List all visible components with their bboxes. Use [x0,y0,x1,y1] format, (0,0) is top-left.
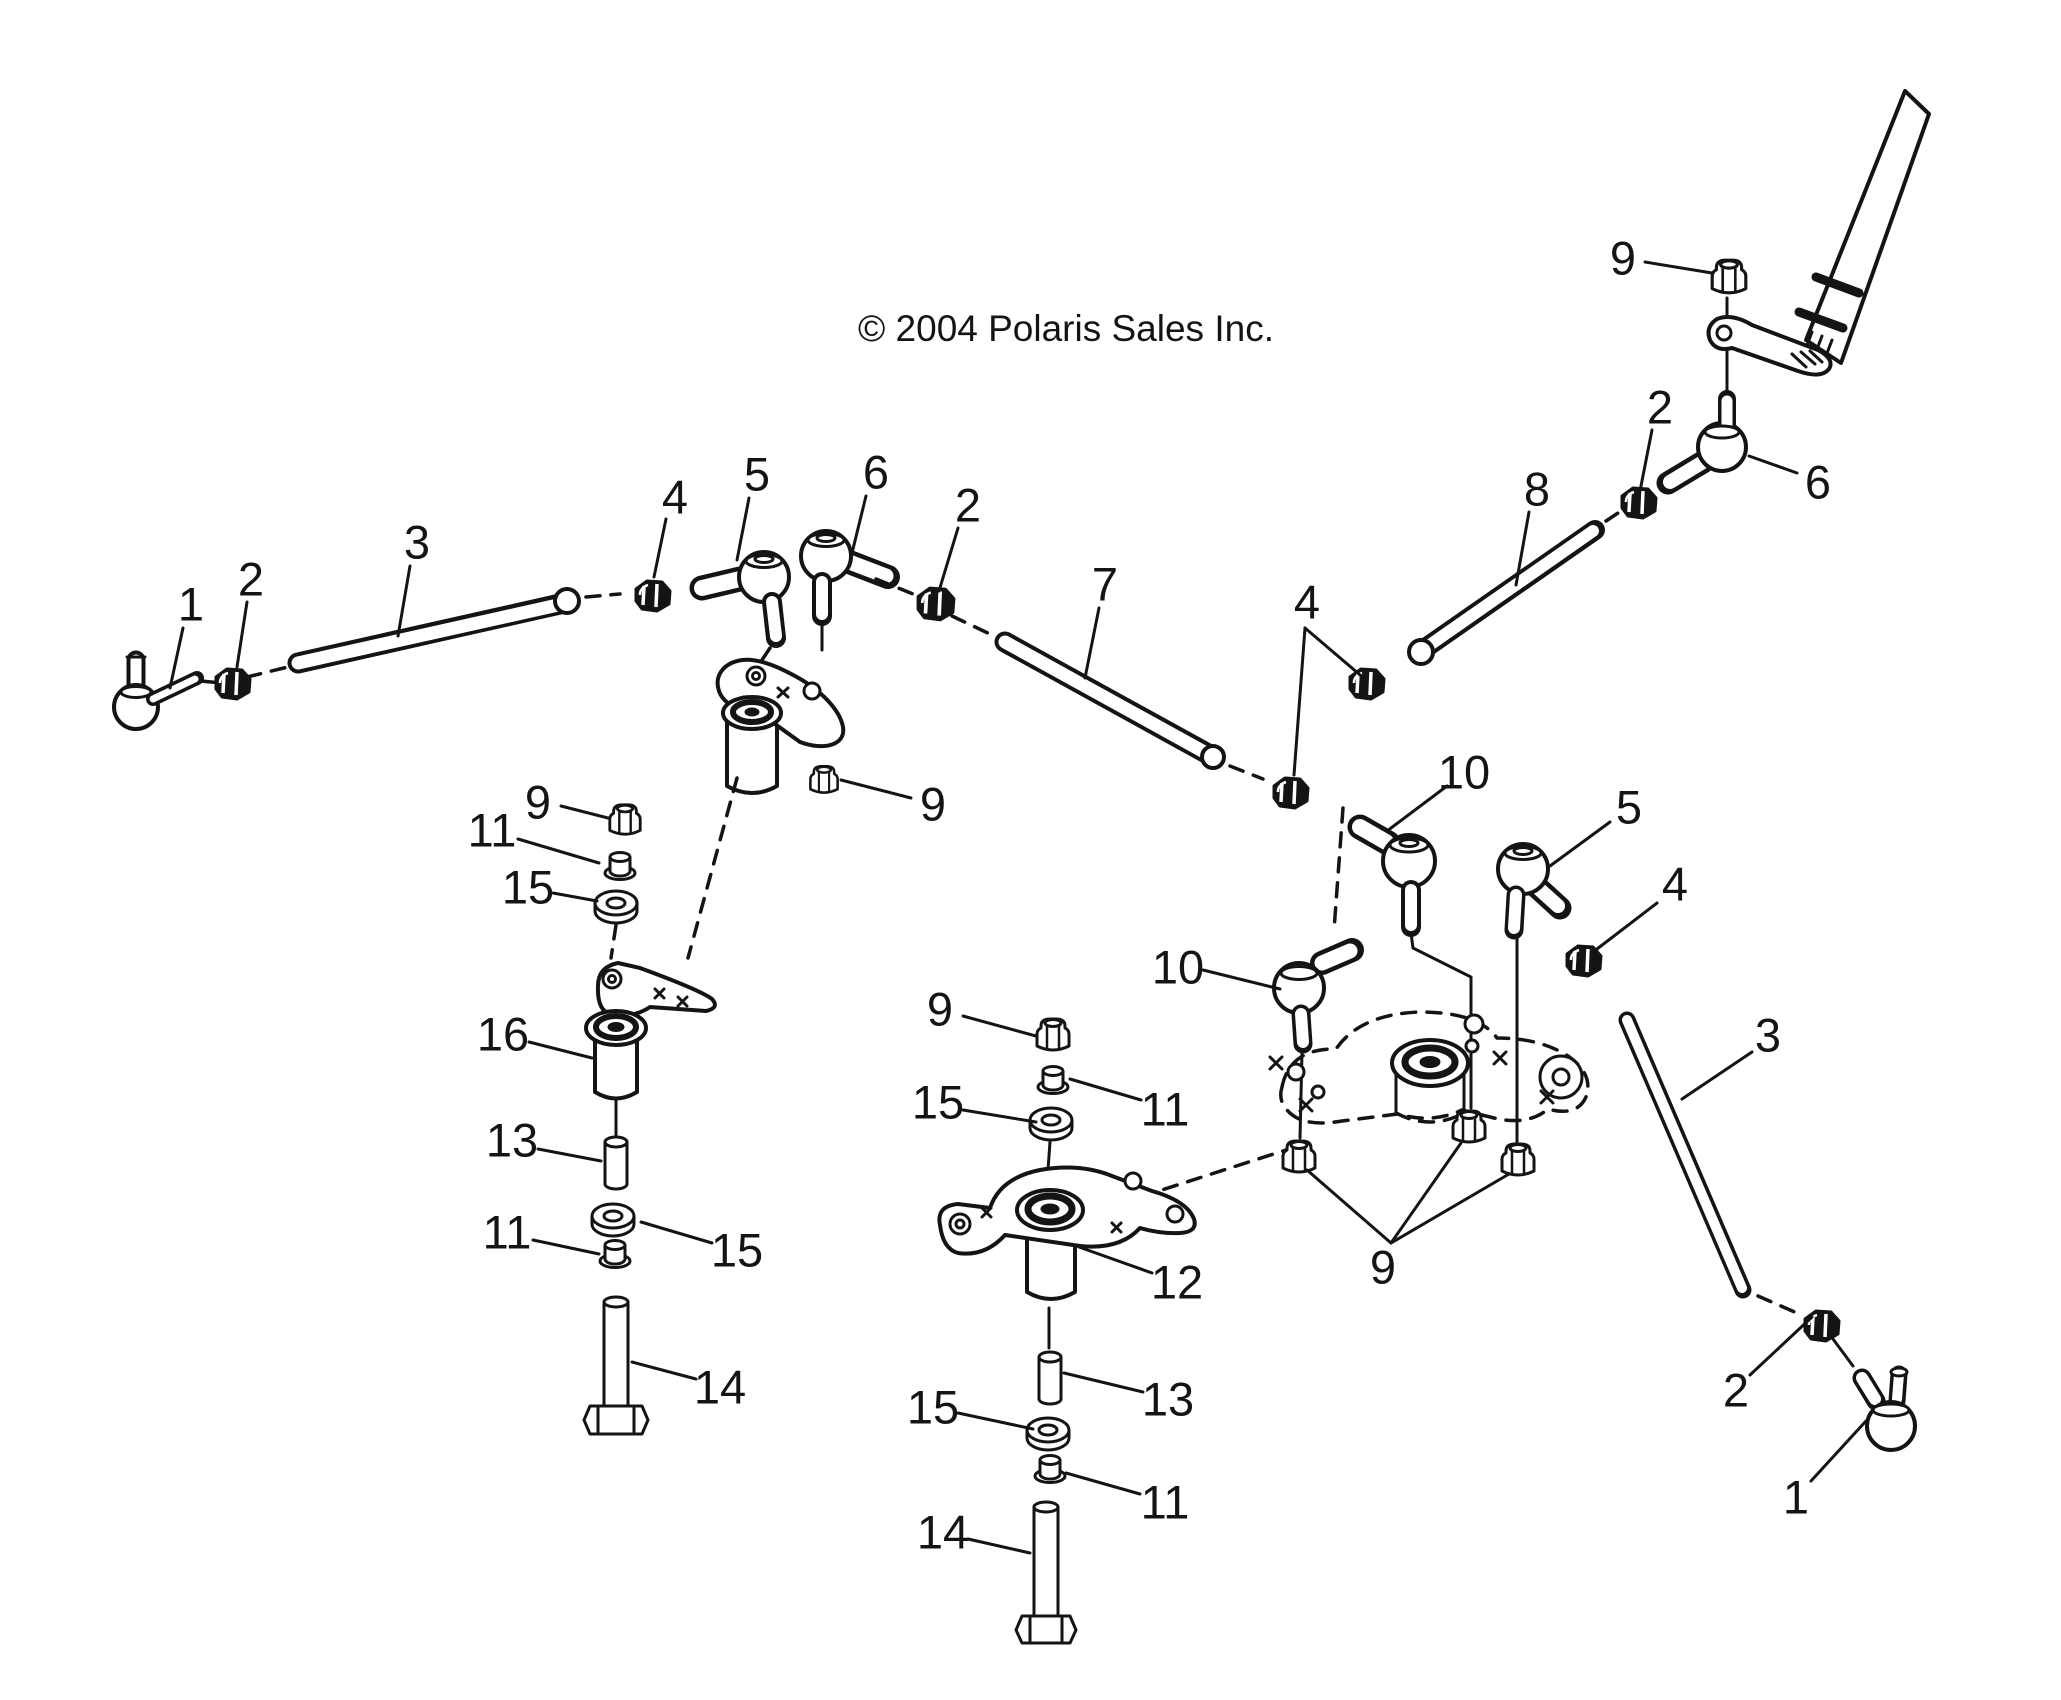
callout-label-14: 14 [693,1360,747,1414]
locknut-9 [810,766,837,792]
leader-line [1064,1373,1143,1392]
tie-rod-end-right [1862,1368,1915,1450]
callout-label-11: 11 [482,1205,532,1259]
leader-line [1645,262,1712,273]
callout-label-9: 9 [1609,231,1637,285]
bushing-11 [605,853,635,880]
leader-line [939,528,958,591]
leader-line [1811,1421,1866,1481]
tie-rod-end-10b [1274,950,1352,1044]
leader-line [538,1149,601,1161]
leader-line [1682,1052,1752,1099]
tie-rod-end-5b [1498,844,1560,930]
bolt-14-center [1016,1502,1076,1643]
leader-line [1070,1079,1141,1100]
locknut-9 [610,805,640,834]
callout-label-3: 3 [403,515,431,569]
leader-line [1307,1170,1391,1243]
leader-line [1550,822,1610,866]
callout-label-10: 10 [1437,745,1491,799]
jam-nut-2 [918,588,954,620]
leader-line [1750,1317,1812,1375]
callout-label-9: 9 [926,982,954,1036]
steering-arm-ghost [1270,1012,1588,1123]
leader-line [533,1240,599,1254]
callout-label-2: 2 [1722,1363,1750,1417]
callout-label-7: 7 [1091,557,1119,611]
callout-label-4: 4 [661,470,689,524]
leader-line [852,496,866,553]
washer-15 [1030,1108,1072,1140]
leader-line [632,1362,696,1379]
tie-rod-tube-8 [1409,530,1595,664]
callout-label-13: 13 [1141,1372,1195,1426]
bolt-14-left [584,1297,648,1434]
tie-rod-tube-right [1627,1020,1743,1290]
leader-line [398,566,410,636]
leader-line [1294,628,1305,775]
callout-label-15: 15 [710,1223,764,1277]
copyright-text: © 2004 Polaris Sales Inc. [858,308,1274,349]
callout-label-4: 4 [1293,575,1321,629]
assembly-line [1758,1296,1797,1313]
tie-rod-end-left [114,657,197,729]
jam-nut-2 [1622,488,1656,518]
jam-nut-2 [1805,1311,1839,1341]
jam-nut-4 [1274,778,1308,808]
leader-line [529,1042,592,1058]
callout-label-5: 5 [743,447,771,501]
locknut-9 [1037,1019,1069,1050]
callout-label-13: 13 [485,1113,539,1167]
callout-label-2: 2 [1646,380,1674,434]
leader-line [641,1222,712,1243]
callout-label-11: 11 [467,803,517,857]
callout-label-12: 12 [1150,1255,1204,1309]
callout-label-11: 11 [1140,1082,1190,1136]
callout-label-6: 6 [1804,455,1832,509]
leader-line [553,893,597,901]
callout-label-9: 9 [1369,1240,1397,1294]
jam-nut-4 [1567,946,1601,976]
callout-label-16: 16 [476,1007,530,1061]
callout-label-15: 15 [906,1380,960,1434]
leader-line [1640,430,1652,491]
locknut-9 [1502,1144,1534,1175]
jam-nut-2 [216,669,250,699]
spacer-13 [605,1137,627,1189]
leader-line [1305,628,1366,680]
assembly-line [611,925,616,958]
callout-label-11: 11 [1140,1475,1190,1529]
callout-label-8: 8 [1523,462,1551,516]
leader-line [737,498,749,560]
tie-rod-tube-7 [1005,642,1224,768]
leader-line [1749,456,1797,473]
assembly-line [1140,1150,1286,1197]
leader-line [1203,970,1280,989]
leader-line [654,519,666,577]
assembly-line [586,594,620,597]
callout-label-10: 10 [1151,940,1205,994]
callout-label-3: 3 [1754,1008,1782,1062]
assembly-line [1230,766,1263,779]
assembly-line [1606,511,1621,521]
leader-line [968,1539,1030,1553]
callout-label-2: 2 [954,478,982,532]
leader-line [237,602,247,667]
bushing-11 [1038,1067,1068,1094]
assembly-line [952,616,994,636]
callout-label-9: 9 [919,777,947,831]
assembly-line [688,778,737,958]
leader-line [841,780,911,798]
leader-line [963,1110,1036,1122]
callout-label-15: 15 [911,1075,965,1129]
callout-label-5: 5 [1615,780,1643,834]
assembly-line [1048,1142,1050,1170]
steering-column [1799,91,1929,364]
tie-rod-end-5 [702,552,789,638]
locknut-9 [1712,260,1746,293]
tie-rod-end-6-right [1668,399,1746,483]
bushing-11 [600,1241,630,1268]
leader-line [963,1016,1036,1036]
locknut-9 [1283,1141,1315,1172]
callout-label-1: 1 [177,577,205,631]
spacer-13 [1039,1352,1061,1404]
washer-15 [595,891,637,923]
locknut-9 [1453,1111,1485,1142]
leader-line [1066,1473,1140,1494]
leader-line [1085,608,1099,678]
assembly-line [762,648,770,660]
tie-rod-end-6 [801,531,888,616]
leader-line [1391,1174,1509,1243]
assembly-line [247,667,288,677]
leader-line [1391,1143,1461,1243]
assembly-line [1334,808,1343,930]
callout-label-15: 15 [501,860,555,914]
leader-line [1597,903,1657,949]
callout-label-9: 9 [524,775,552,829]
leader-line [561,806,608,818]
leader-line [518,839,599,863]
callout-layer [170,232,1866,1559]
callout-label-1: 1 [1782,1470,1810,1524]
bushing-11 [1035,1456,1065,1483]
jam-nut-4 [1350,669,1384,699]
leader-line [1079,1247,1152,1273]
steering-arm-16 [586,963,715,1099]
callout-label-4: 4 [1661,857,1689,911]
callout-label-14: 14 [916,1505,970,1559]
callout-label-2: 2 [237,552,265,606]
jam-nut-4 [636,581,670,611]
callout-label-6: 6 [862,445,890,499]
leader-line [958,1413,1033,1429]
assembly-line [1833,1339,1853,1366]
washer-15 [592,1204,634,1236]
tie-rod-tube-left [298,589,579,663]
washer-15 [1027,1418,1069,1450]
tie-rod-end-10a [1360,827,1435,927]
